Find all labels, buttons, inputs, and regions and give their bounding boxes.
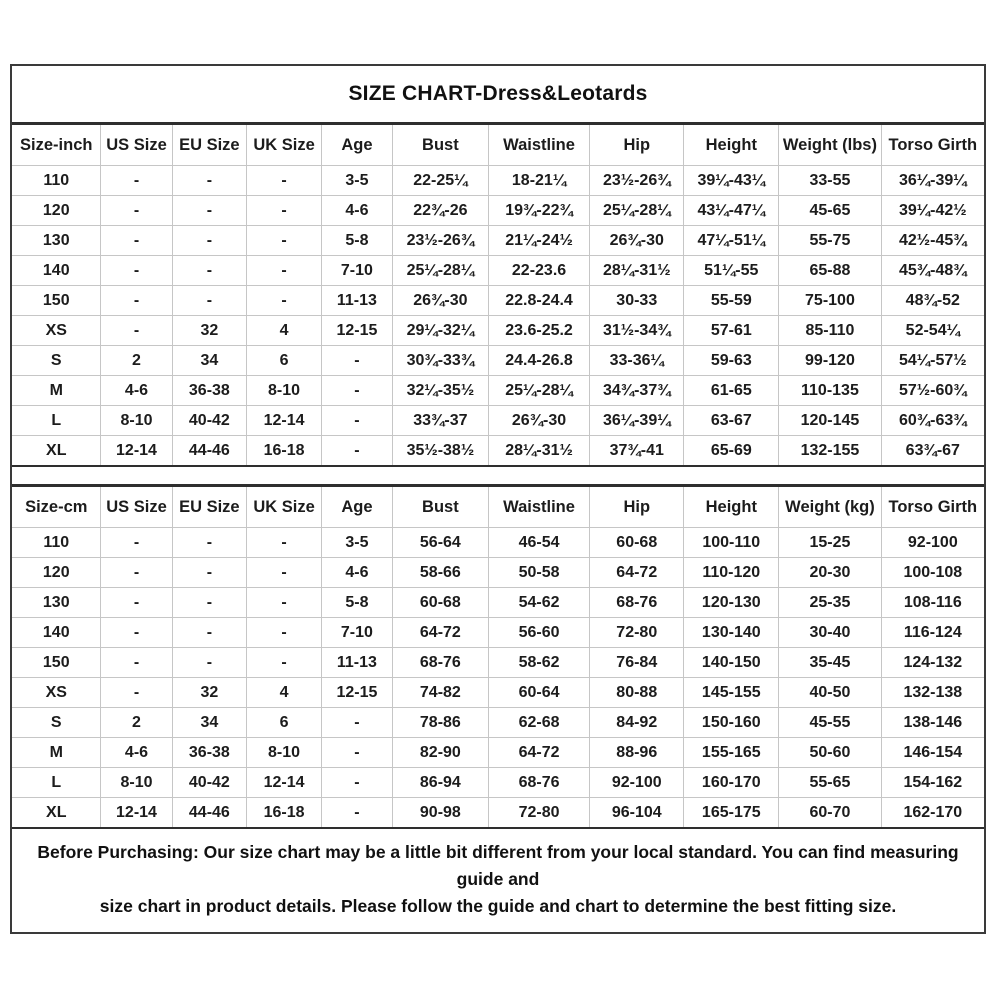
- table-row: [12, 678, 984, 708]
- column-header: Torso Girth: [881, 486, 984, 528]
- table-cell: 54¼-57½: [881, 346, 984, 376]
- size-chart-sheet: [10, 64, 986, 934]
- purchase-note: [12, 829, 984, 932]
- table-cell: 30-40: [779, 618, 881, 648]
- table-cell: 11-13: [321, 286, 392, 316]
- table-cell: 36-38: [172, 738, 247, 768]
- table-cell: -: [101, 316, 172, 346]
- table-cell: 120-145: [779, 406, 881, 436]
- table-cell: 4-6: [101, 738, 172, 768]
- table-cell: -: [101, 286, 172, 316]
- table-row: [12, 798, 984, 829]
- table-cell: 58-66: [392, 558, 488, 588]
- table-cell: XS: [12, 678, 101, 708]
- table-cell: -: [101, 648, 172, 678]
- table-row: [12, 316, 984, 346]
- table-cell: -: [101, 166, 172, 196]
- table-cell: 50-60: [779, 738, 881, 768]
- table-cell: 44-46: [172, 798, 247, 829]
- table-cell: 78-86: [392, 708, 488, 738]
- table-cell: 26¾-30: [590, 226, 684, 256]
- table-cell: M: [12, 738, 101, 768]
- table-cell: 92-100: [881, 528, 984, 558]
- table-cell: -: [101, 678, 172, 708]
- table-cell: 21¼-24½: [488, 226, 589, 256]
- table-cell: 25-35: [779, 588, 881, 618]
- table-cell: 50-58: [488, 558, 589, 588]
- table-cell: 60-70: [779, 798, 881, 829]
- table-cell: 65-88: [779, 256, 881, 286]
- table-cell: 15-25: [779, 528, 881, 558]
- column-header: Height: [684, 124, 779, 166]
- table-row: [12, 588, 984, 618]
- table-cell: 52-54¼: [881, 316, 984, 346]
- table-cell: -: [321, 436, 392, 467]
- table-cell: 12-15: [321, 678, 392, 708]
- table-cell: 22-23.6: [488, 256, 589, 286]
- table-cell: 82-90: [392, 738, 488, 768]
- table-cell: 42½-45¾: [881, 226, 984, 256]
- table-cell: 5-8: [321, 226, 392, 256]
- table-cell: 146-154: [881, 738, 984, 768]
- table-cell: 28¼-31½: [488, 436, 589, 467]
- table-cell: 25¼-28¼: [488, 376, 589, 406]
- table-cell: -: [101, 618, 172, 648]
- table-cell: 155-165: [684, 738, 779, 768]
- table-cell: 4: [247, 678, 322, 708]
- table-cell: 11-13: [321, 648, 392, 678]
- column-header: Waistline: [488, 124, 589, 166]
- table-cell: 90-98: [392, 798, 488, 829]
- table-cell: 8-10: [101, 406, 172, 436]
- table-cell: 110-135: [779, 376, 881, 406]
- table-cell: 6: [247, 708, 322, 738]
- table-cell: 64-72: [590, 558, 684, 588]
- table-cell: -: [172, 286, 247, 316]
- column-header: Waistline: [488, 486, 589, 528]
- table-cell: 26¾-30: [488, 406, 589, 436]
- table-cell: 12-14: [247, 768, 322, 798]
- table-cell: 2: [101, 346, 172, 376]
- table-cell: 48¾-52: [881, 286, 984, 316]
- column-header: Age: [321, 486, 392, 528]
- table-cell: 37¾-41: [590, 436, 684, 467]
- table-cell: 33-55: [779, 166, 881, 196]
- table-cell: 31½-34¾: [590, 316, 684, 346]
- header-row: [12, 124, 984, 166]
- table-cell: -: [321, 376, 392, 406]
- table-cell: 3-5: [321, 528, 392, 558]
- table-cell: 30-33: [590, 286, 684, 316]
- table-divider-gap: [12, 467, 984, 484]
- table-cell: 68-76: [488, 768, 589, 798]
- column-header: EU Size: [172, 486, 247, 528]
- table-cell: 40-42: [172, 768, 247, 798]
- table-cell: -: [247, 226, 322, 256]
- table-cell: 36-38: [172, 376, 247, 406]
- table-row: [12, 406, 984, 436]
- table-cell: 72-80: [590, 618, 684, 648]
- table-cell: -: [247, 588, 322, 618]
- size-table-cm: [12, 484, 984, 829]
- table-cell: XL: [12, 798, 101, 829]
- table-cell: 35½-38½: [392, 436, 488, 467]
- table-cell: 8-10: [247, 738, 322, 768]
- table-cell: 16-18: [247, 436, 322, 467]
- table-cell: 132-155: [779, 436, 881, 467]
- table-cell: 56-64: [392, 528, 488, 558]
- table-cell: 30¾-33¾: [392, 346, 488, 376]
- table-cell: 63-67: [684, 406, 779, 436]
- table-row: [12, 226, 984, 256]
- table-cell: 55-59: [684, 286, 779, 316]
- table-cell: 63¾-67: [881, 436, 984, 467]
- column-header: Bust: [392, 124, 488, 166]
- table-cell: 57½-60¾: [881, 376, 984, 406]
- table-cell: 99-120: [779, 346, 881, 376]
- table-cell: -: [101, 226, 172, 256]
- table-cell: 8-10: [101, 768, 172, 798]
- table-cell: 150-160: [684, 708, 779, 738]
- column-header: Bust: [392, 486, 488, 528]
- table-cell: 32¼-35½: [392, 376, 488, 406]
- table-cell: 60-68: [392, 588, 488, 618]
- column-header: Age: [321, 124, 392, 166]
- table-cell: -: [321, 768, 392, 798]
- table-cell: -: [172, 166, 247, 196]
- table-cell: 23½-26¾: [392, 226, 488, 256]
- table-cell: 130: [12, 226, 101, 256]
- table-row: [12, 558, 984, 588]
- table-cell: 138-146: [881, 708, 984, 738]
- table-row: [12, 648, 984, 678]
- table-cell: -: [321, 346, 392, 376]
- table-cell: 34: [172, 708, 247, 738]
- table-cell: 100-110: [684, 528, 779, 558]
- table-cell: 6: [247, 346, 322, 376]
- table-cell: 40-50: [779, 678, 881, 708]
- table-cell: 130-140: [684, 618, 779, 648]
- table-row: [12, 708, 984, 738]
- table-cell: L: [12, 768, 101, 798]
- table-cell: -: [247, 166, 322, 196]
- table-cell: 32: [172, 316, 247, 346]
- table-cell: 45¾-48¾: [881, 256, 984, 286]
- table-cell: -: [172, 528, 247, 558]
- table-cell: 3-5: [321, 166, 392, 196]
- table-row: [12, 738, 984, 768]
- table-cell: -: [172, 196, 247, 226]
- table-cell: 68-76: [590, 588, 684, 618]
- table-cell: -: [321, 406, 392, 436]
- table-cell: 33-36¼: [590, 346, 684, 376]
- table-cell: 64-72: [392, 618, 488, 648]
- table-cell: 39¼-42½: [881, 196, 984, 226]
- table-cell: 60¾-63¾: [881, 406, 984, 436]
- table-cell: 75-100: [779, 286, 881, 316]
- header-row: [12, 486, 984, 528]
- table-cell: 64-72: [488, 738, 589, 768]
- column-header: UK Size: [247, 124, 322, 166]
- table-cell: 26¾-30: [392, 286, 488, 316]
- table-cell: 140: [12, 256, 101, 286]
- table-cell: 4: [247, 316, 322, 346]
- table-cell: 124-132: [881, 648, 984, 678]
- page-title: SIZE CHART-Dress&Leotards: [348, 82, 648, 105]
- table-cell: -: [101, 558, 172, 588]
- table-cell: 100-108: [881, 558, 984, 588]
- purchase-note-line-2: size chart in product details. Please follow the guide and chart to determine the best fitting size.: [99, 896, 897, 917]
- column-header: Size-cm: [12, 486, 101, 528]
- table-cell: 65-69: [684, 436, 779, 467]
- table-cell: 165-175: [684, 798, 779, 829]
- table-cell: 18-21¼: [488, 166, 589, 196]
- table-row: [12, 618, 984, 648]
- table-cell: -: [101, 196, 172, 226]
- table-cell: 12-14: [101, 798, 172, 829]
- table-cell: 88-96: [590, 738, 684, 768]
- table-cell: 72-80: [488, 798, 589, 829]
- column-header: Weight (kg): [779, 486, 881, 528]
- table-cell: -: [172, 256, 247, 286]
- table-cell: -: [247, 286, 322, 316]
- column-header: US Size: [101, 124, 172, 166]
- table-cell: 85-110: [779, 316, 881, 346]
- table-cell: 62-68: [488, 708, 589, 738]
- table-row: [12, 346, 984, 376]
- table-cell: 5-8: [321, 588, 392, 618]
- table-cell: -: [101, 528, 172, 558]
- table-cell: 51¼-55: [684, 256, 779, 286]
- table-cell: 120: [12, 558, 101, 588]
- table-cell: 19¾-22¾: [488, 196, 589, 226]
- table-cell: 12-15: [321, 316, 392, 346]
- column-header: Torso Girth: [881, 124, 984, 166]
- table-cell: -: [247, 528, 322, 558]
- table-cell: L: [12, 406, 101, 436]
- table-cell: 154-162: [881, 768, 984, 798]
- table-cell: 120-130: [684, 588, 779, 618]
- table-cell: 2: [101, 708, 172, 738]
- table-cell: 59-63: [684, 346, 779, 376]
- table-cell: 57-61: [684, 316, 779, 346]
- table-cell: 7-10: [321, 256, 392, 286]
- table-cell: 25¼-28¼: [392, 256, 488, 286]
- table-cell: -: [247, 618, 322, 648]
- table-cell: 110: [12, 166, 101, 196]
- column-header: EU Size: [172, 124, 247, 166]
- table-cell: 22.8-24.4: [488, 286, 589, 316]
- table-row: [12, 376, 984, 406]
- column-header: Hip: [590, 124, 684, 166]
- table-cell: 54-62: [488, 588, 589, 618]
- table-cell: -: [172, 648, 247, 678]
- table-cell: 12-14: [101, 436, 172, 467]
- table-row: [12, 196, 984, 226]
- table-cell: -: [172, 588, 247, 618]
- table-cell: 145-155: [684, 678, 779, 708]
- table-cell: 47¼-51¼: [684, 226, 779, 256]
- table-cell: 36¼-39¼: [881, 166, 984, 196]
- table-cell: 28¼-31½: [590, 256, 684, 286]
- table-cell: 61-65: [684, 376, 779, 406]
- table-cell: 4-6: [321, 196, 392, 226]
- table-row: [12, 436, 984, 467]
- table-cell: 36¼-39¼: [590, 406, 684, 436]
- table-cell: 120: [12, 196, 101, 226]
- column-header: UK Size: [247, 486, 322, 528]
- table-cell: S: [12, 708, 101, 738]
- table-cell: 29¼-32¼: [392, 316, 488, 346]
- table-cell: 160-170: [684, 768, 779, 798]
- table-cell: XL: [12, 436, 101, 467]
- table-cell: 44-46: [172, 436, 247, 467]
- table-cell: 4-6: [321, 558, 392, 588]
- column-header: Height: [684, 486, 779, 528]
- table-row: [12, 256, 984, 286]
- table-cell: 55-65: [779, 768, 881, 798]
- table-cell: 22-25¼: [392, 166, 488, 196]
- table-cell: M: [12, 376, 101, 406]
- table-cell: 23.6-25.2: [488, 316, 589, 346]
- table-cell: 32: [172, 678, 247, 708]
- purchase-note-line-1: Before Purchasing: Our size chart may be a little bit different from your local standard. You can find measuring guide and: [37, 842, 959, 890]
- table-cell: 45-65: [779, 196, 881, 226]
- table-cell: -: [172, 558, 247, 588]
- table-cell: 25¼-28¼: [590, 196, 684, 226]
- table-cell: 23½-26¾: [590, 166, 684, 196]
- table-cell: 46-54: [488, 528, 589, 558]
- table-cell: 80-88: [590, 678, 684, 708]
- table-cell: -: [172, 618, 247, 648]
- table-cell: 92-100: [590, 768, 684, 798]
- table-cell: 68-76: [392, 648, 488, 678]
- table-cell: 140: [12, 618, 101, 648]
- table-cell: 110: [12, 528, 101, 558]
- table-row: [12, 528, 984, 558]
- table-cell: -: [321, 798, 392, 829]
- table-cell: 58-62: [488, 648, 589, 678]
- table-cell: 116-124: [881, 618, 984, 648]
- table-cell: 76-84: [590, 648, 684, 678]
- table-cell: -: [101, 588, 172, 618]
- table-cell: 43¼-47¼: [684, 196, 779, 226]
- table-cell: -: [247, 648, 322, 678]
- table-cell: S: [12, 346, 101, 376]
- table-cell: -: [247, 256, 322, 286]
- table-cell: 74-82: [392, 678, 488, 708]
- table-cell: 7-10: [321, 618, 392, 648]
- table-cell: 140-150: [684, 648, 779, 678]
- table-row: [12, 286, 984, 316]
- table-row: [12, 768, 984, 798]
- column-header: Size-inch: [12, 124, 101, 166]
- size-table-inch: [12, 122, 984, 467]
- table-cell: 24.4-26.8: [488, 346, 589, 376]
- table-cell: 22¾-26: [392, 196, 488, 226]
- table-cell: -: [321, 708, 392, 738]
- table-cell: 16-18: [247, 798, 322, 829]
- table-cell: 130: [12, 588, 101, 618]
- table-row: [12, 166, 984, 196]
- table-cell: 40-42: [172, 406, 247, 436]
- table-cell: 150: [12, 286, 101, 316]
- table-cell: 20-30: [779, 558, 881, 588]
- table-cell: 45-55: [779, 708, 881, 738]
- table-cell: 39¼-43¼: [684, 166, 779, 196]
- table-cell: 12-14: [247, 406, 322, 436]
- table-cell: 162-170: [881, 798, 984, 829]
- table-cell: 4-6: [101, 376, 172, 406]
- table-cell: 60-68: [590, 528, 684, 558]
- table-cell: -: [247, 196, 322, 226]
- column-header: Weight (lbs): [779, 124, 881, 166]
- column-header: Hip: [590, 486, 684, 528]
- table-cell: 96-104: [590, 798, 684, 829]
- table-cell: XS: [12, 316, 101, 346]
- table-cell: 108-116: [881, 588, 984, 618]
- table-cell: -: [101, 256, 172, 286]
- table-cell: -: [172, 226, 247, 256]
- table-cell: 34: [172, 346, 247, 376]
- table-cell: 34¾-37¾: [590, 376, 684, 406]
- table-cell: -: [321, 738, 392, 768]
- table-cell: 8-10: [247, 376, 322, 406]
- table-cell: 33¾-37: [392, 406, 488, 436]
- table-cell: -: [247, 558, 322, 588]
- table-cell: 55-75: [779, 226, 881, 256]
- table-cell: 132-138: [881, 678, 984, 708]
- column-header: US Size: [101, 486, 172, 528]
- table-cell: 84-92: [590, 708, 684, 738]
- table-cell: 110-120: [684, 558, 779, 588]
- table-cell: 86-94: [392, 768, 488, 798]
- table-cell: 56-60: [488, 618, 589, 648]
- table-cell: 35-45: [779, 648, 881, 678]
- table-cell: 150: [12, 648, 101, 678]
- table-cell: 60-64: [488, 678, 589, 708]
